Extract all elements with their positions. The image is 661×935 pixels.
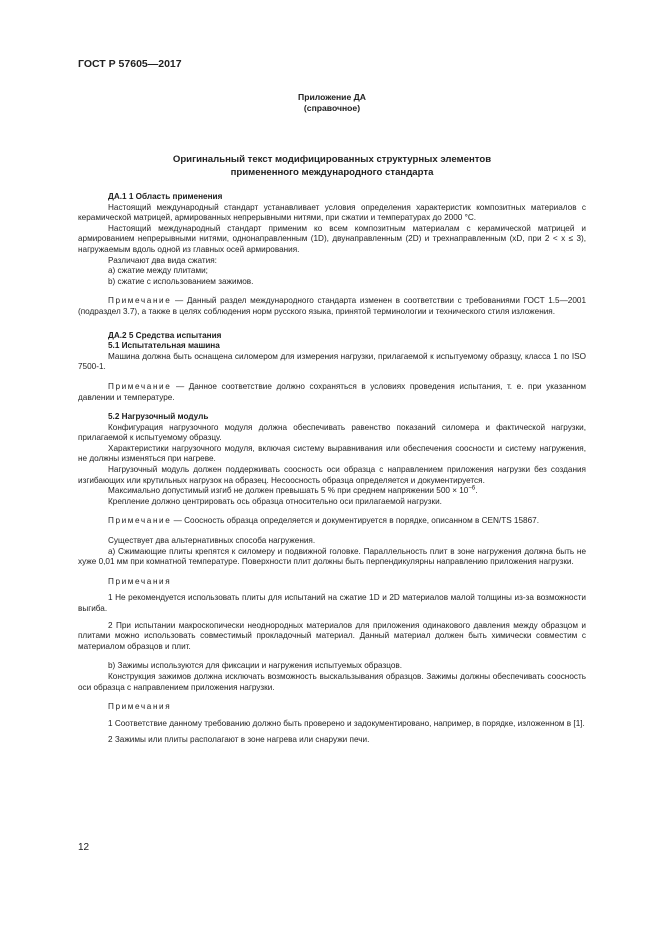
note (78, 296, 586, 317)
paragraph: Конструкция зажимов должна исключать возможность выскальзывания образцов. Зажимы должны обеспечивать соосность оси образца с направлением приложения нагрузки. (78, 671, 586, 692)
note-item: 1 Не рекомендуется использовать плиты для испытаний на сжатие 1D и 2D материалов малой толщины из-за возможности выгиба. (78, 593, 586, 613)
exponent: −6 (468, 485, 476, 492)
appendix-subtitle: (справочное) (303, 103, 361, 113)
note-item: 2 При испытании макроскопически неоднородных материалов для приложения одинакового давления между образцом и плитами можно использовать совместимый прокладочный материал. Данный материал должен быть химически совместим с материалом образцов и плит. (78, 620, 586, 651)
list-item: a) сжатие между плитами; (108, 266, 208, 276)
note-item: 1 Соответствие данному требованию должно быть проверено и задокументировано, например, в порядке, изложенном в [1]. (108, 718, 585, 728)
note-text: — Данный раздел международного стандарта изменен в соответствии с требованиями ГОСТ 1.5—2001 (подраздел 3.7), а также в целях соблюдения норм русского языка, принятой терминологии и технического стиля изложения. (78, 296, 586, 316)
main-title-line-1: Оригинальный текст модифицированных структурных элементов (172, 154, 492, 165)
paragraph: b) Зажимы используются для фиксации и нагружения испытуемых образцов. (108, 661, 403, 671)
paragraph: Настоящий международный стандарт применим ко всем композитным материалам с керамической матрицей и армированием непрерывными нитями, однонаправленным (1D), двунаправленным (2D) и трехнаправленным (xD, при 2 < x ≤ 3), нагружаемым вдоль одной из главных осей армирования. (78, 223, 586, 254)
notes-label: Примечания (108, 576, 172, 586)
note (78, 382, 586, 403)
note-label: Примечание (108, 296, 172, 306)
paragraph: Существует два альтернативных способа нагружения. (108, 536, 316, 546)
note-label: Примечание (108, 381, 172, 391)
paragraph: Настоящий международный стандарт устанавливает условия определения характеристик композитных материалов с керамической матрицей, армированных непрерывными нитями, при сжатии и температурах до 2000 °С. (78, 202, 586, 223)
appendix-title: Приложение ДА (298, 92, 366, 102)
note-text: — Соосность образца определяется и документируется в порядке, описанном в CEN/TS 15867. (171, 516, 539, 526)
paragraph: Нагрузочный модуль должен поддерживать соосность оси образца с направлением приложения нагрузки без создания изгибающих или крутильных нагрузок на образец. Несоосность образца определяется и документируется. (78, 465, 586, 485)
subsection-heading-machine: 5.1 Испытательная машина (108, 341, 220, 351)
section-heading-scope: ДА.1 1 Область применения (108, 192, 223, 201)
notes-label: Примечания (108, 702, 172, 712)
note-label: Примечание (108, 516, 172, 526)
paragraph: a) Сжимающие плиты крепятся к силомеру и подвижной головке. Параллельность плит в зоне нагружения должна быть не хуже 0,01 мм при комнатной температуре. Поверхности плит должны быть перпендикулярны направлению приложения нагрузки. (78, 546, 586, 567)
bending-text: Максимально допустимый изгиб не должен превышать 5 % при среднем напряжении 500 × 10 (108, 486, 469, 496)
page-number: 12 (78, 842, 90, 853)
document-code: ГОСТ Р 57605—2017 (78, 58, 182, 70)
paragraph: Машина должна быть оснащена силомером для измерения нагрузки, прилагаемой к испытуемому образцу, класса 1 по ISO 7500-1. (78, 351, 586, 372)
paragraph: Крепление должно центрировать ось образца относительно оси прилагаемой нагрузки. (108, 496, 442, 506)
paragraph: Конфигурация нагрузочного модуля должна обеспечивать равенство показаний силомера и фактической нагрузки, прилагаемой к испытуемому образцу. (78, 422, 586, 443)
main-title (78, 153, 586, 179)
list-item: b) сжатие с использованием зажимов. (108, 276, 254, 286)
period: . (475, 486, 478, 496)
note (78, 516, 586, 527)
subsection-heading-load-train: 5.2 Нагрузочный модуль (108, 412, 209, 422)
main-title-line-2: примененного международного стандарта (230, 167, 434, 178)
note-item: 2 Зажимы или плиты располагают в зоне нагрева или снаружи печи. (108, 735, 370, 745)
note-text: — Данное соответствие должно сохраняться в условиях проведения испытания, т. е. при указанном давлении и температуре. (78, 381, 586, 402)
section-heading-equipment: ДА.2 5 Средства испытания (108, 330, 222, 340)
paragraph: Характеристики нагрузочного модуля, включая систему выравнивания или обеспечения соосности и систему нагружения, не должны изменяться при нагреве. (78, 443, 586, 464)
paragraph (78, 486, 586, 497)
paragraph: Различают два вида сжатия: (108, 255, 217, 265)
page-content (78, 92, 586, 746)
